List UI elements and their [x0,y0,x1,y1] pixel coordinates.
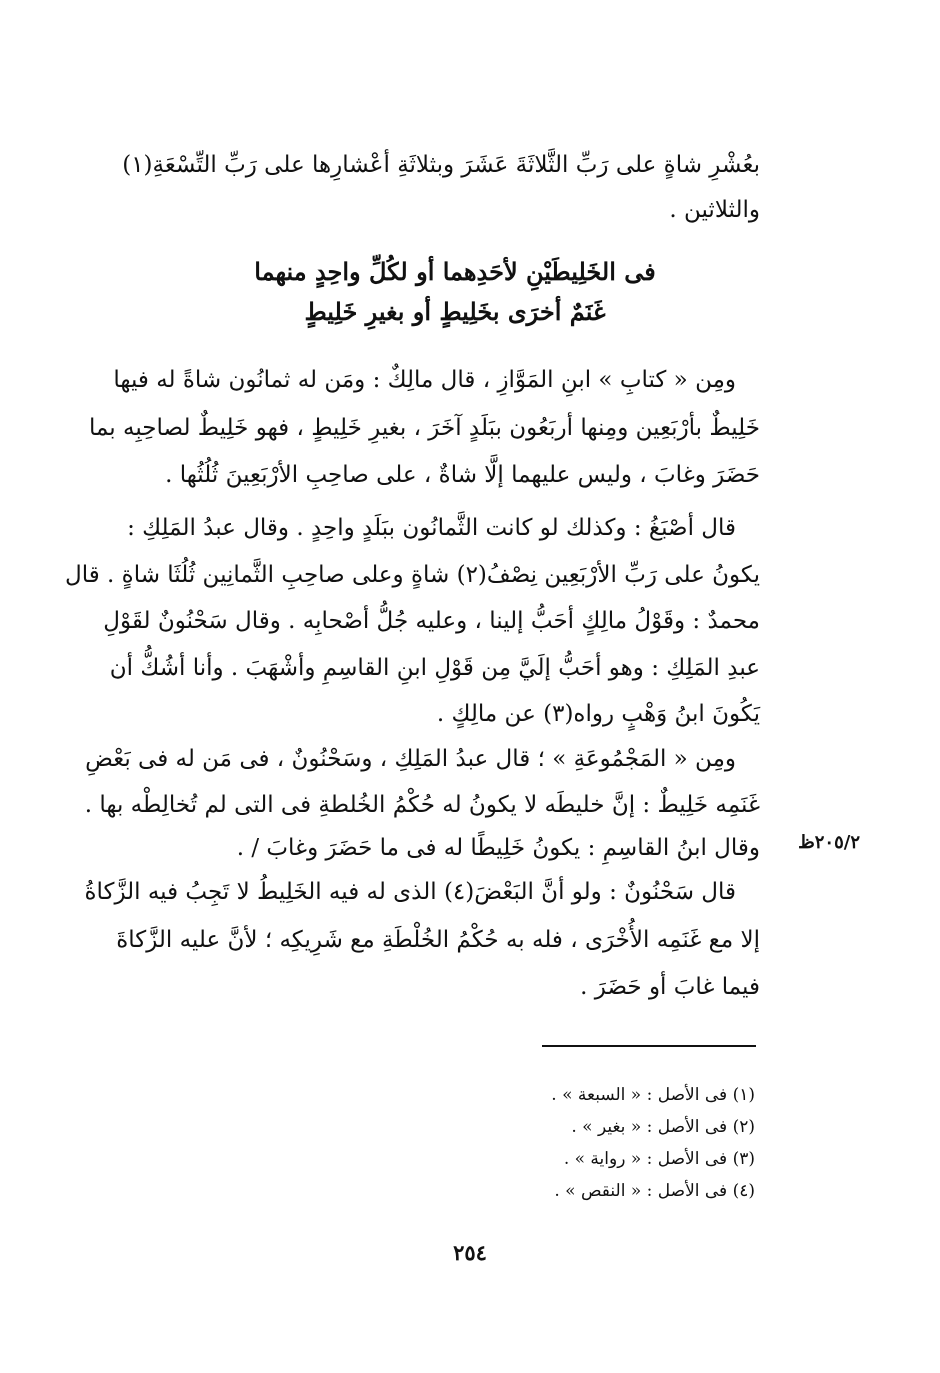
footnote-3: (٣) فى الأصل : « رواية » . [563,1149,755,1169]
footnote-separator [542,1045,756,1047]
section-heading-line-1: فى الخَلِيطَيْنِ لأحَدِهما أو لكُلِّ واحِدٍ منهما [254,257,656,286]
margin-folio-reference: ٢٠٥/٢ظ [798,832,860,853]
paragraph-3-line-1: ومِن « المَجْمُوعَةِ » ؛ قال عبدُ المَلِكِ ، وسَحْنُونٌ ، فى مَن له فى بَعْضِ [85,746,736,772]
footnote-4: (٤) فى الأصل : « النقص » . [554,1181,755,1201]
paragraph-1-line-3: حَضَرَ وغابَ ، وليس عليهما إلَّا شاةٌ ، على صاحِبِ الأرْبَعِينَ ثُلُثُها . [165,462,760,488]
intro-line-2: والثلاثين . [669,197,760,223]
paragraph-2-line-4: عبدِ المَلِكِ : وهو أحَبُّ إلَيَّ مِن قَوْلِ ابنِ القاسِمِ وأشْهَبَ . وأنا أشُكُّ أن [109,655,760,681]
intro-line-1: بعُشْرِ شاةٍ على رَبِّ الثَّلاثَةَ عَشَرَ وبثلاثَةِ أعْشارِها على رَبِّ التِّسْعَةِ(١) [122,152,760,178]
page-number: ٢٥٤ [453,1240,487,1265]
paragraph-4-line-1: قال سَحْنُونٌ : ولو أنَّ البَعْضَ(٤) الذى له فيه الخَلِيطُ لا تَجِبُ فيه الزَّكاةُ [84,879,736,905]
section-heading-line-2: غَنَمٌ أخرَى بخَلِيطٍ أو بغيرِ خَلِيطٍ [304,297,606,326]
paragraph-1-line-2: خَلِيطٌ بأرْبَعِين ومِنها أربَعُون ببَلَدٍ آخَرَ ، بغيرِ خَلِيطٍ ، فهو خَلِيطٌ لصاحِبِه بما [89,415,760,441]
paragraph-2-line-2: يكونُ على رَبِّ الأرْبَعِين نِصْفُ(٢) شاةٍ وعلى صاحِبِ الثَّمانِين ثُلُثَا شاةٍ . قال [65,562,760,588]
footnote-1: (١) فى الأصل : « السبعة » . [551,1085,755,1105]
paragraph-3-line-3: وقال ابنُ القاسِمِ : يكونُ خَلِيطًا له فى ما حَضَرَ وغابَ / . [236,835,760,861]
paragraph-1-line-1: ومِن « كتابِ » ابنِ المَوَّازِ ، قال مالِكٌ : ومَن له ثمانُون شاةً له فيها [113,367,736,393]
paragraph-2-line-5: يَكُونَ ابنُ وَهْبٍ رواه(٣) عن مالِكٍ . [436,701,760,727]
paragraph-4-line-2: إلا مع غَنَمِه الأُخْرَى ، فله به حُكْمُ الخُلْطَةِ مع شَرِيكِه ؛ لأنَّ عليه الزَّكاةَ [116,927,760,953]
paragraph-2-line-3: محمدٌ : وقَوْلُ مالِكٍ أحَبُّ إلينا ، وعليه جُلُّ أصْحابِه . وقال سَحْنُونٌ لقَوْلِ [103,608,760,634]
footnote-2: (٢) فى الأصل : « بغير » . [571,1117,755,1137]
paragraph-2-line-1: قال أصْبَغُ : وكذلك لو كانت الثَّمانُون ببَلَدٍ واحِدٍ . وقال عبدُ المَلِكِ : [127,515,736,541]
paragraph-4-line-3: فيما غابَ أو حَضَرَ . [580,974,760,1000]
paragraph-3-line-2: غَنَمِه خَلِيطٌ : إنَّ خليطَه لا يكونُ له حُكْمُ الخُلطةِ فى التى لم تُخالِطْه بها . [84,792,760,818]
